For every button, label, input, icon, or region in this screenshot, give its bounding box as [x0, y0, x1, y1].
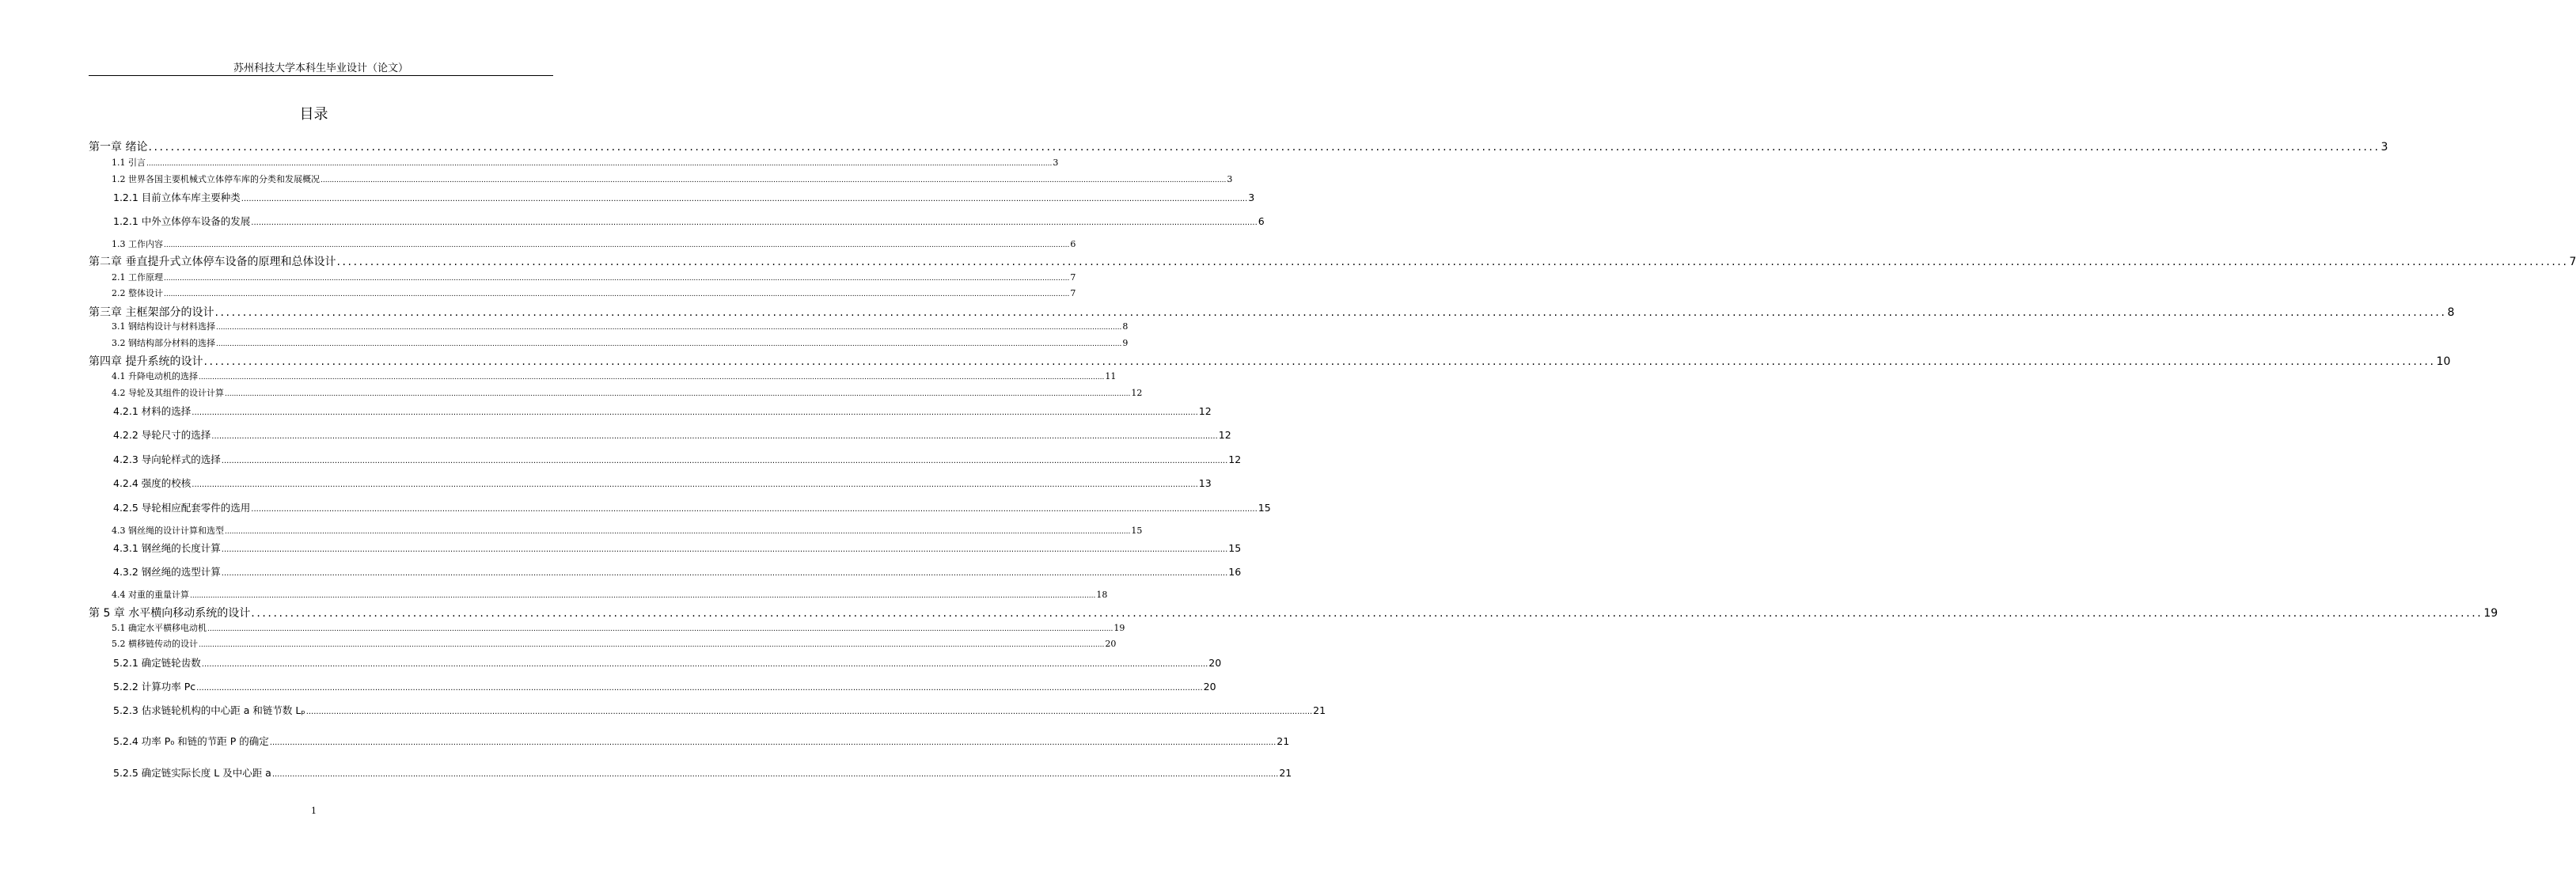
toc-entry[interactable]: [113, 703, 1326, 717]
toc-entry-page: 13: [1198, 477, 1212, 489]
toc-entry[interactable]: [112, 524, 1143, 537]
dot-leader: ................................................................................................................................................................................................................................................................................................................................................................................................................: [164, 241, 1070, 249]
toc-entry-label: 第二章 垂直提升式立体停车设备的原理和总体设计: [89, 256, 336, 268]
toc-entry[interactable]: [89, 605, 2498, 620]
toc-entry-page: 3: [1227, 174, 1233, 184]
toc-entry-label: 4.2 导轮及其组件的设计计算: [112, 388, 224, 398]
toc-entry-page: 20: [1208, 657, 1222, 669]
toc-entry[interactable]: [113, 564, 1242, 579]
dot-leader: ................................................................................................................................................................................................................................................................................................................................................................................................................: [271, 770, 1279, 779]
toc-entry-label: 5.2.5 确定链实际长度 L 及中心距 a: [113, 767, 271, 779]
toc-entry[interactable]: [113, 541, 1242, 555]
toc-entry-page: 3: [2381, 141, 2388, 154]
toc-entry[interactable]: [113, 734, 1290, 748]
toc-title: 目录: [299, 106, 328, 123]
dot-leader: ................................................................................................................................................................................................................................................................................................................................................................................................................: [201, 660, 1208, 669]
toc-entry-label: 5.2.1 确定链轮齿数: [113, 657, 201, 669]
toc-entry-label: 4.2.2 导轮尺寸的选择: [113, 429, 211, 441]
dot-leader: ................................................................................................................................................................................................................................................................................................................................................................................................................: [199, 641, 1105, 649]
toc-entry-label: 5.1 确定水平横移电动机: [112, 623, 207, 633]
toc-entry-page: 7: [2569, 256, 2576, 268]
toc-entry-label: 第 5 章 水平横向移动系统的设计: [89, 607, 251, 620]
toc-entry-page: 7: [1070, 288, 1076, 298]
toc-entry-label: 第三章 主框架部分的设计: [89, 306, 214, 319]
toc-entry-label: 4.2.4 强度的校核: [113, 477, 192, 489]
toc-entry-label: 5.2.2 计算功率 Pc: [113, 681, 196, 693]
toc-entry-page: 19: [1113, 623, 1125, 633]
dot-leader: ................................................................................................................................................................................................................................................................................................................................................................................................................: [221, 569, 1228, 578]
toc-entry[interactable]: [113, 655, 1222, 670]
dot-leader: ................................................................................................................................................................................................................................................................................................................................................................................................................: [211, 432, 1218, 441]
toc-entry-label: 4.3 钢丝绳的设计计算和选型: [112, 526, 224, 536]
toc-entry[interactable]: [112, 156, 1059, 169]
dot-leader: ................................................................................................................................................................................................................................................................................................................................................................................................................: [192, 408, 1198, 417]
toc-entry-page: 15: [1131, 526, 1143, 536]
toc-entry-label: 1.2 世界各国主要机械式立体停车库的分类和发展概况: [112, 174, 320, 184]
dot-leader: ................................................................................................................................................................................................................................................................................................................................................................................................................: [251, 505, 1258, 514]
toc-entry-page: 9: [1122, 338, 1129, 348]
dot-leader: ................................................................................................................................................................................................................................................................................................................................................................................................................: [148, 141, 2381, 154]
toc-entry-page: 19: [2483, 607, 2498, 620]
dot-leader: ................................................................................................................................................................................................................................................................................................................................................................................................................: [225, 390, 1131, 398]
toc-entry-page: 16: [1228, 566, 1242, 578]
dot-leader: ................................................................................................................................................................................................................................................................................................................................................................................................................: [225, 528, 1131, 536]
toc-entry-page: 8: [1122, 321, 1129, 332]
dot-leader: ................................................................................................................................................................................................................................................................................................................................................................................................................: [199, 374, 1105, 381]
toc-entry[interactable]: [113, 765, 1292, 780]
dot-leader: ................................................................................................................................................................................................................................................................................................................................................................................................................: [164, 275, 1070, 283]
toc-entry[interactable]: [113, 190, 1255, 204]
toc-entry-label: 1.1 引言: [112, 157, 146, 168]
dot-leader: ................................................................................................................................................................................................................................................................................................................................................................................................................: [146, 160, 1053, 168]
toc-entry-page: 6: [1258, 215, 1265, 227]
toc-entry-label: 1.2.1 目前立体车库主要种类: [113, 192, 241, 203]
toc-entry[interactable]: [89, 353, 2451, 369]
toc-entry-page: 21: [1313, 704, 1326, 716]
toc-entry[interactable]: [89, 139, 2388, 154]
toc-entry[interactable]: [113, 679, 1216, 693]
toc-entry[interactable]: [113, 214, 1265, 228]
toc-entry-page: 15: [1258, 502, 1271, 514]
toc-entry[interactable]: [113, 476, 1212, 490]
dot-leader: ................................................................................................................................................................................................................................................................................................................................................................................................................: [251, 218, 1258, 227]
toc-entry[interactable]: [112, 386, 1143, 399]
toc-entry-label: 5.2 横移链传动的设计: [112, 639, 198, 649]
toc-entry-label: 4.1 升降电动机的选择: [112, 371, 198, 381]
toc-entry-page: 20: [1105, 639, 1117, 649]
toc-entry-page: 12: [1218, 429, 1231, 441]
toc-entry-page: 12: [1228, 453, 1242, 465]
toc-entry[interactable]: [112, 637, 1117, 650]
toc-entry[interactable]: [112, 588, 1108, 601]
toc-entry-page: 21: [1277, 735, 1290, 747]
toc-entry-label: 4.4 对重的重量计算: [112, 590, 189, 600]
toc-entry-page: 12: [1198, 405, 1212, 417]
toc-entry[interactable]: [89, 253, 2576, 269]
toc-entry-label: 2.2 整体设计: [112, 288, 163, 298]
dot-leader: ................................................................................................................................................................................................................................................................................................................................................................................................................: [221, 545, 1228, 554]
dot-leader: ................................................................................................................................................................................................................................................................................................................................................................................................................: [221, 457, 1228, 465]
toc-entry-page: 3: [1248, 192, 1255, 203]
dot-leader: ................................................................................................................................................................................................................................................................................................................................................................................................................: [336, 256, 2569, 268]
toc-entry[interactable]: [112, 336, 1129, 349]
dot-leader: ................................................................................................................................................................................................................................................................................................................................................................................................................: [241, 195, 1248, 203]
toc-entry[interactable]: [112, 287, 1076, 299]
dot-leader: ................................................................................................................................................................................................................................................................................................................................................................................................................: [214, 306, 2447, 319]
toc-entry-page: 10: [2436, 355, 2451, 368]
toc-entry-label: 4.2.1 材料的选择: [113, 405, 192, 417]
toc-entry-label: 3.2 钢结构部分材料的选择: [112, 338, 215, 348]
toc-entry-page: 3: [1053, 157, 1059, 168]
toc-entry[interactable]: [89, 304, 2455, 320]
toc-entry-label: 1.2.1 中外立体停车设备的发展: [113, 215, 251, 227]
toc-entry[interactable]: [112, 320, 1129, 332]
toc-entry-label: 4.2.5 导轮相应配套零件的选用: [113, 502, 251, 514]
toc-entry-page: 18: [1096, 590, 1108, 600]
dot-leader: ................................................................................................................................................................................................................................................................................................................................................................................................................: [305, 708, 1313, 716]
toc-entry-label: 4.2.3 导向轮样式的选择: [113, 453, 221, 465]
running-header: 苏州科技大学本科生毕业设计（论文）: [233, 63, 408, 74]
page-number: 1: [311, 806, 317, 816]
toc-entry-page: 15: [1228, 542, 1242, 554]
toc-entry[interactable]: [113, 404, 1212, 418]
toc-entry[interactable]: [112, 621, 1125, 634]
dot-leader: ................................................................................................................................................................................................................................................................................................................................................................................................................: [251, 607, 2483, 620]
toc-entry-label: 第一章 绪论: [89, 141, 148, 154]
toc-entry-page: 6: [1070, 239, 1076, 249]
toc-entry-page: 21: [1279, 767, 1292, 779]
toc-entry-label: 4.3.2 钢丝绳的选型计算: [113, 566, 221, 578]
toc-entry-label: 4.3.1 钢丝绳的长度计算: [113, 542, 221, 554]
toc-entry[interactable]: [113, 500, 1271, 514]
dot-leader: ................................................................................................................................................................................................................................................................................................................................................................................................................: [321, 176, 1227, 184]
dot-leader: ................................................................................................................................................................................................................................................................................................................................................................................................................: [203, 355, 2436, 368]
toc-entry-label: 第四章 提升系统的设计: [89, 355, 203, 368]
dot-leader: ................................................................................................................................................................................................................................................................................................................................................................................................................: [164, 290, 1070, 298]
dot-leader: ................................................................................................................................................................................................................................................................................................................................................................................................................: [196, 684, 1203, 693]
toc-entry-label: 2.1 工作原理: [112, 272, 163, 283]
toc-entry-label: 5.2.4 功率 P₀ 和链的节距 P 的确定: [113, 735, 269, 747]
dot-leader: ................................................................................................................................................................................................................................................................................................................................................................................................................: [192, 480, 1198, 489]
toc-entry-page: 8: [2447, 306, 2455, 319]
dot-leader: ................................................................................................................................................................................................................................................................................................................................................................................................................: [190, 592, 1096, 600]
dot-leader: ................................................................................................................................................................................................................................................................................................................................................................................................................: [269, 738, 1277, 747]
toc-entry-label: 1.3 工作内容: [112, 239, 163, 249]
toc-entry-page: 12: [1131, 388, 1143, 398]
toc-entry-page: 11: [1105, 371, 1117, 381]
toc-entry-label: 3.1 钢结构设计与材料选择: [112, 321, 215, 332]
toc-entry[interactable]: [112, 173, 1233, 185]
toc-entry[interactable]: [112, 271, 1076, 283]
toc-entry-page: 20: [1203, 681, 1216, 693]
toc-entry-page: 7: [1070, 272, 1076, 283]
toc-entry-label: 5.2.3 估求链轮机构的中心距 a 和链节数 Lₚ: [113, 704, 305, 716]
toc-entry[interactable]: [112, 370, 1117, 382]
toc-entry[interactable]: [112, 237, 1076, 250]
dot-leader: ................................................................................................................................................................................................................................................................................................................................................................................................................: [216, 340, 1122, 348]
dot-leader: ................................................................................................................................................................................................................................................................................................................................................................................................................: [207, 625, 1113, 633]
dot-leader: ................................................................................................................................................................................................................................................................................................................................................................................................................: [216, 324, 1122, 332]
toc-entry[interactable]: [113, 427, 1231, 442]
toc-entry[interactable]: [113, 452, 1242, 466]
